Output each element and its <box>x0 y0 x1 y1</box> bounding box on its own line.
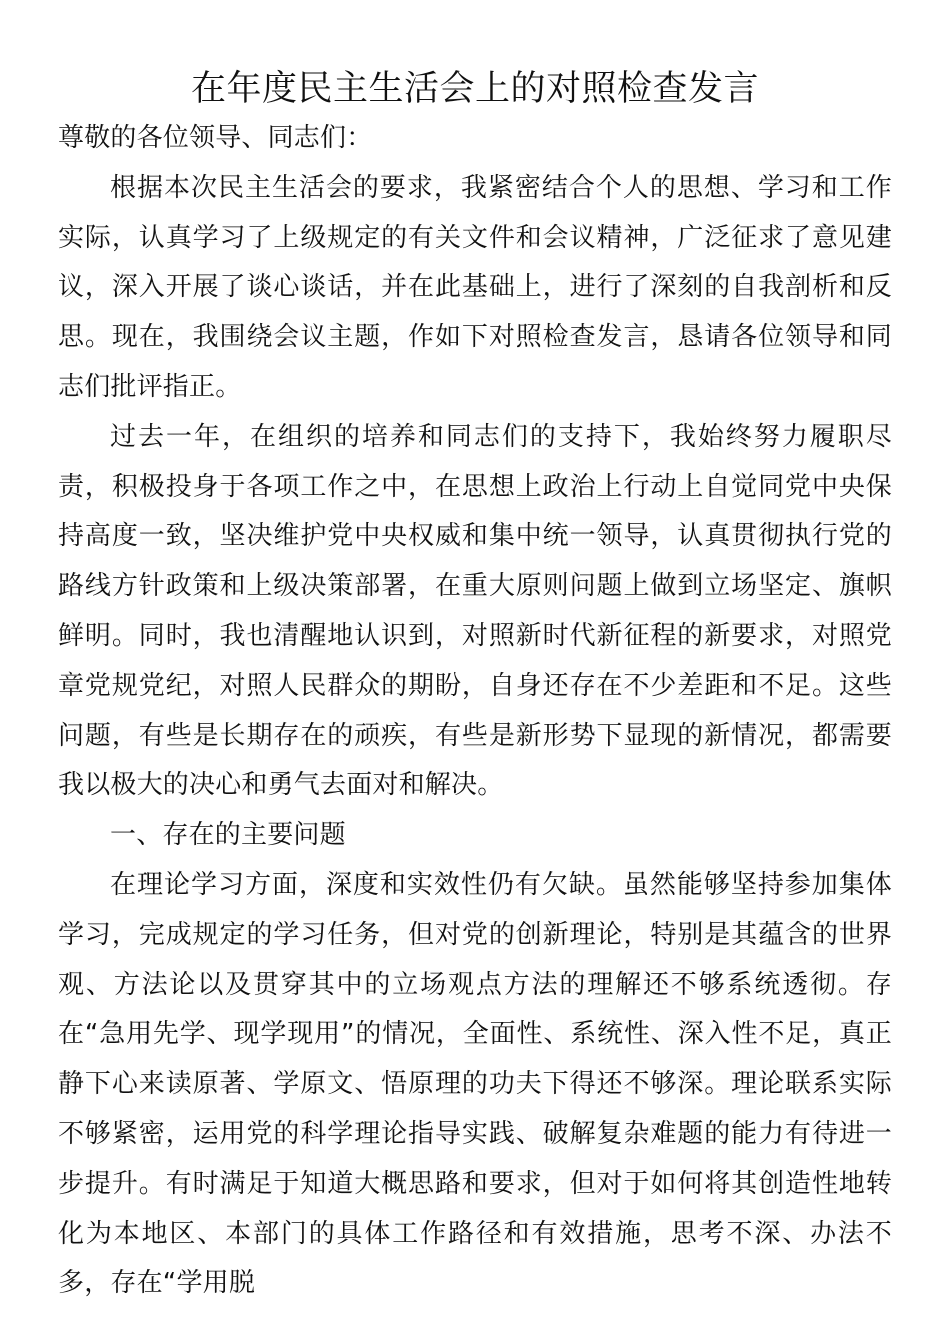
document-title: 在年度民主生活会上的对照检查发言 <box>190 69 759 109</box>
paragraph-overview: 过去一年，在组织的培养和同志们的支持下，我始终努力履职尽责，积极投身于各项工作之中，在思想上政治上行动上自觉同党中央保持高度一致，坚决维护党中央权威和集中统一领导，认真贯彻执行党的路线方针政策和上级决策部署，在重大原则问题上做到立场坚定、旗帜鲜明。同时，我也清醒地认识到，对照新时代新征程的新要求，对照党章党规党纪，对照人民群众的期盼，自身还存在不少差距和不足。这些问题，有些是长期存在的顽疾，有些是新形势下显现的新情况，都需要我以极大的决心和勇气去面对和解决。 <box>58 421 892 801</box>
document-body <box>58 114 892 1309</box>
section-heading: 一、存在的主要问题 <box>110 820 346 851</box>
salutation: 尊敬的各位领导、同志们： <box>58 123 373 153</box>
paragraph-theory-study: 在理论学习方面，深度和实效性仍有欠缺。虽然能够坚持参加集体学习，完成规定的学习任务，但对党的创新理论，特别是其蕴含的世界观、方法论以及贯穿其中的立场观点方法的理解还不够系统透彻。存在“急用先学、现学现用”的情况，全面性、系统性、深入性不足，真正静下心来读原著、学原文、悟原理的功夫下得还不够深。理论联系实际不够紧密，运用党的科学理论指导实践、破解复杂难题的能力有待进一步提升。有时满足于知道大概思路和要求，但对于如何将其创造性地转化为本地区、本部门的具体工作路径和有效措施，思考不深、办法不多，存在“学用脱 <box>58 869 892 1299</box>
paragraph-intro: 根据本次民主生活会的要求，我紧密结合个人的思想、学习和工作实际，认真学习了上级规定的有关文件和会议精神，广泛征求了意见建议，深入开展了谈心谈话，并在此基础上，进行了深刻的自我剖析和反思。现在，我围绕会议主题，作如下对照检查发言，恳请各位领导和同志们批评指正。 <box>58 172 892 402</box>
